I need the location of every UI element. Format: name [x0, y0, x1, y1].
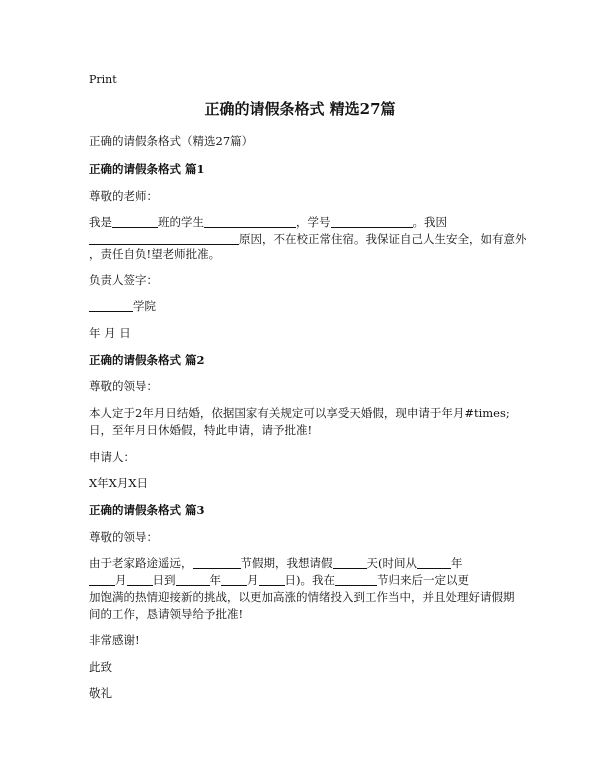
blank-line: [193, 556, 241, 569]
blank-line: [331, 215, 413, 228]
blank-line: [417, 556, 451, 569]
section-1-heading: 正确的请假条格式 篇1: [89, 162, 205, 176]
blank-line: [89, 299, 133, 312]
section-2-salutation: 尊敬的领导：: [89, 379, 158, 393]
section-1-paragraph-line-2: [89, 231, 527, 247]
section-2-body-line-2: 日，至年月日休婚假，特此申请，请予批准!: [89, 423, 313, 437]
section-3-paragraph-line-1: [89, 555, 463, 571]
blank-line: [112, 215, 158, 228]
section-1-college: 学院: [133, 299, 156, 313]
blank-line: [127, 573, 153, 586]
blank-line: [176, 573, 210, 586]
blank-line: [204, 215, 296, 228]
section-3-paragraph-line-3: 加饱满的热情迎接新的挑战，以更加高涨的情绪投入到工作当中，并且处理好请假期: [89, 590, 515, 604]
page-title: 正确的请假条格式 精选27篇: [204, 100, 396, 118]
section-3-heading: 正确的请假条格式 篇3: [89, 503, 205, 517]
section-3-text: 天(时间从: [366, 556, 417, 570]
blank-line: [89, 573, 115, 586]
section-3-text: 日到: [152, 573, 176, 587]
section-3-text: 节归来后一定以更: [377, 573, 469, 587]
blank-line: [259, 573, 285, 586]
section-1-paragraph-line-3: ，责任自负!望老师批准。: [89, 247, 221, 261]
section-3-text: 节假期，我想请假: [240, 556, 333, 570]
section-1-text: 班的学生: [158, 215, 204, 229]
section-3-text: 年: [451, 556, 463, 570]
section-1-college-line: [89, 298, 156, 314]
section-3-text: 由于老家路途遥远，: [89, 556, 193, 570]
section-1-paragraph-line-1: [89, 214, 447, 230]
subtitle: 正确的请假条格式（精选27篇）: [89, 134, 254, 148]
section-3-salutation: 尊敬的领导：: [89, 530, 158, 544]
section-1-text: 。我因: [412, 215, 447, 229]
section-3-closing-1: 此致: [89, 660, 112, 674]
section-1-text: 我是: [89, 215, 112, 229]
blank-line: [89, 232, 239, 245]
section-3-paragraph-line-2: [89, 572, 469, 588]
section-3-closing-2: 敬礼: [89, 686, 112, 700]
blank-line: [221, 573, 247, 586]
section-1-text: ，学号: [296, 215, 331, 229]
section-3-text: 月: [247, 573, 259, 587]
section-3-text: 日)。我在: [284, 573, 335, 587]
section-1-sign-label: 负责人签字：: [89, 273, 158, 287]
section-2-body-line-1: 本人定于2年月日结婚，依据国家有关规定可以享受天婚假，现申请于年月#times;: [89, 406, 510, 420]
section-1-salutation: 尊敬的老师：: [89, 189, 158, 203]
section-3-thanks: 非常感谢!: [89, 633, 140, 647]
section-3-paragraph-line-4: 间的工作，恳请领导给予批准!: [89, 607, 244, 621]
section-2-date: X年X月X日: [89, 476, 149, 490]
print-label: Print: [89, 73, 117, 86]
section-1-text: 原因，不在校正常住宿。我保证自己人生安全，如有意外: [239, 232, 527, 246]
section-2-heading: 正确的请假条格式 篇2: [89, 353, 205, 367]
blank-line: [333, 556, 367, 569]
section-2-applicant: 申请人：: [89, 450, 135, 464]
blank-line: [335, 573, 377, 586]
section-3-text: 月: [115, 573, 127, 587]
section-3-text: 年: [209, 573, 221, 587]
section-1-date: 年 月 日: [89, 326, 131, 340]
